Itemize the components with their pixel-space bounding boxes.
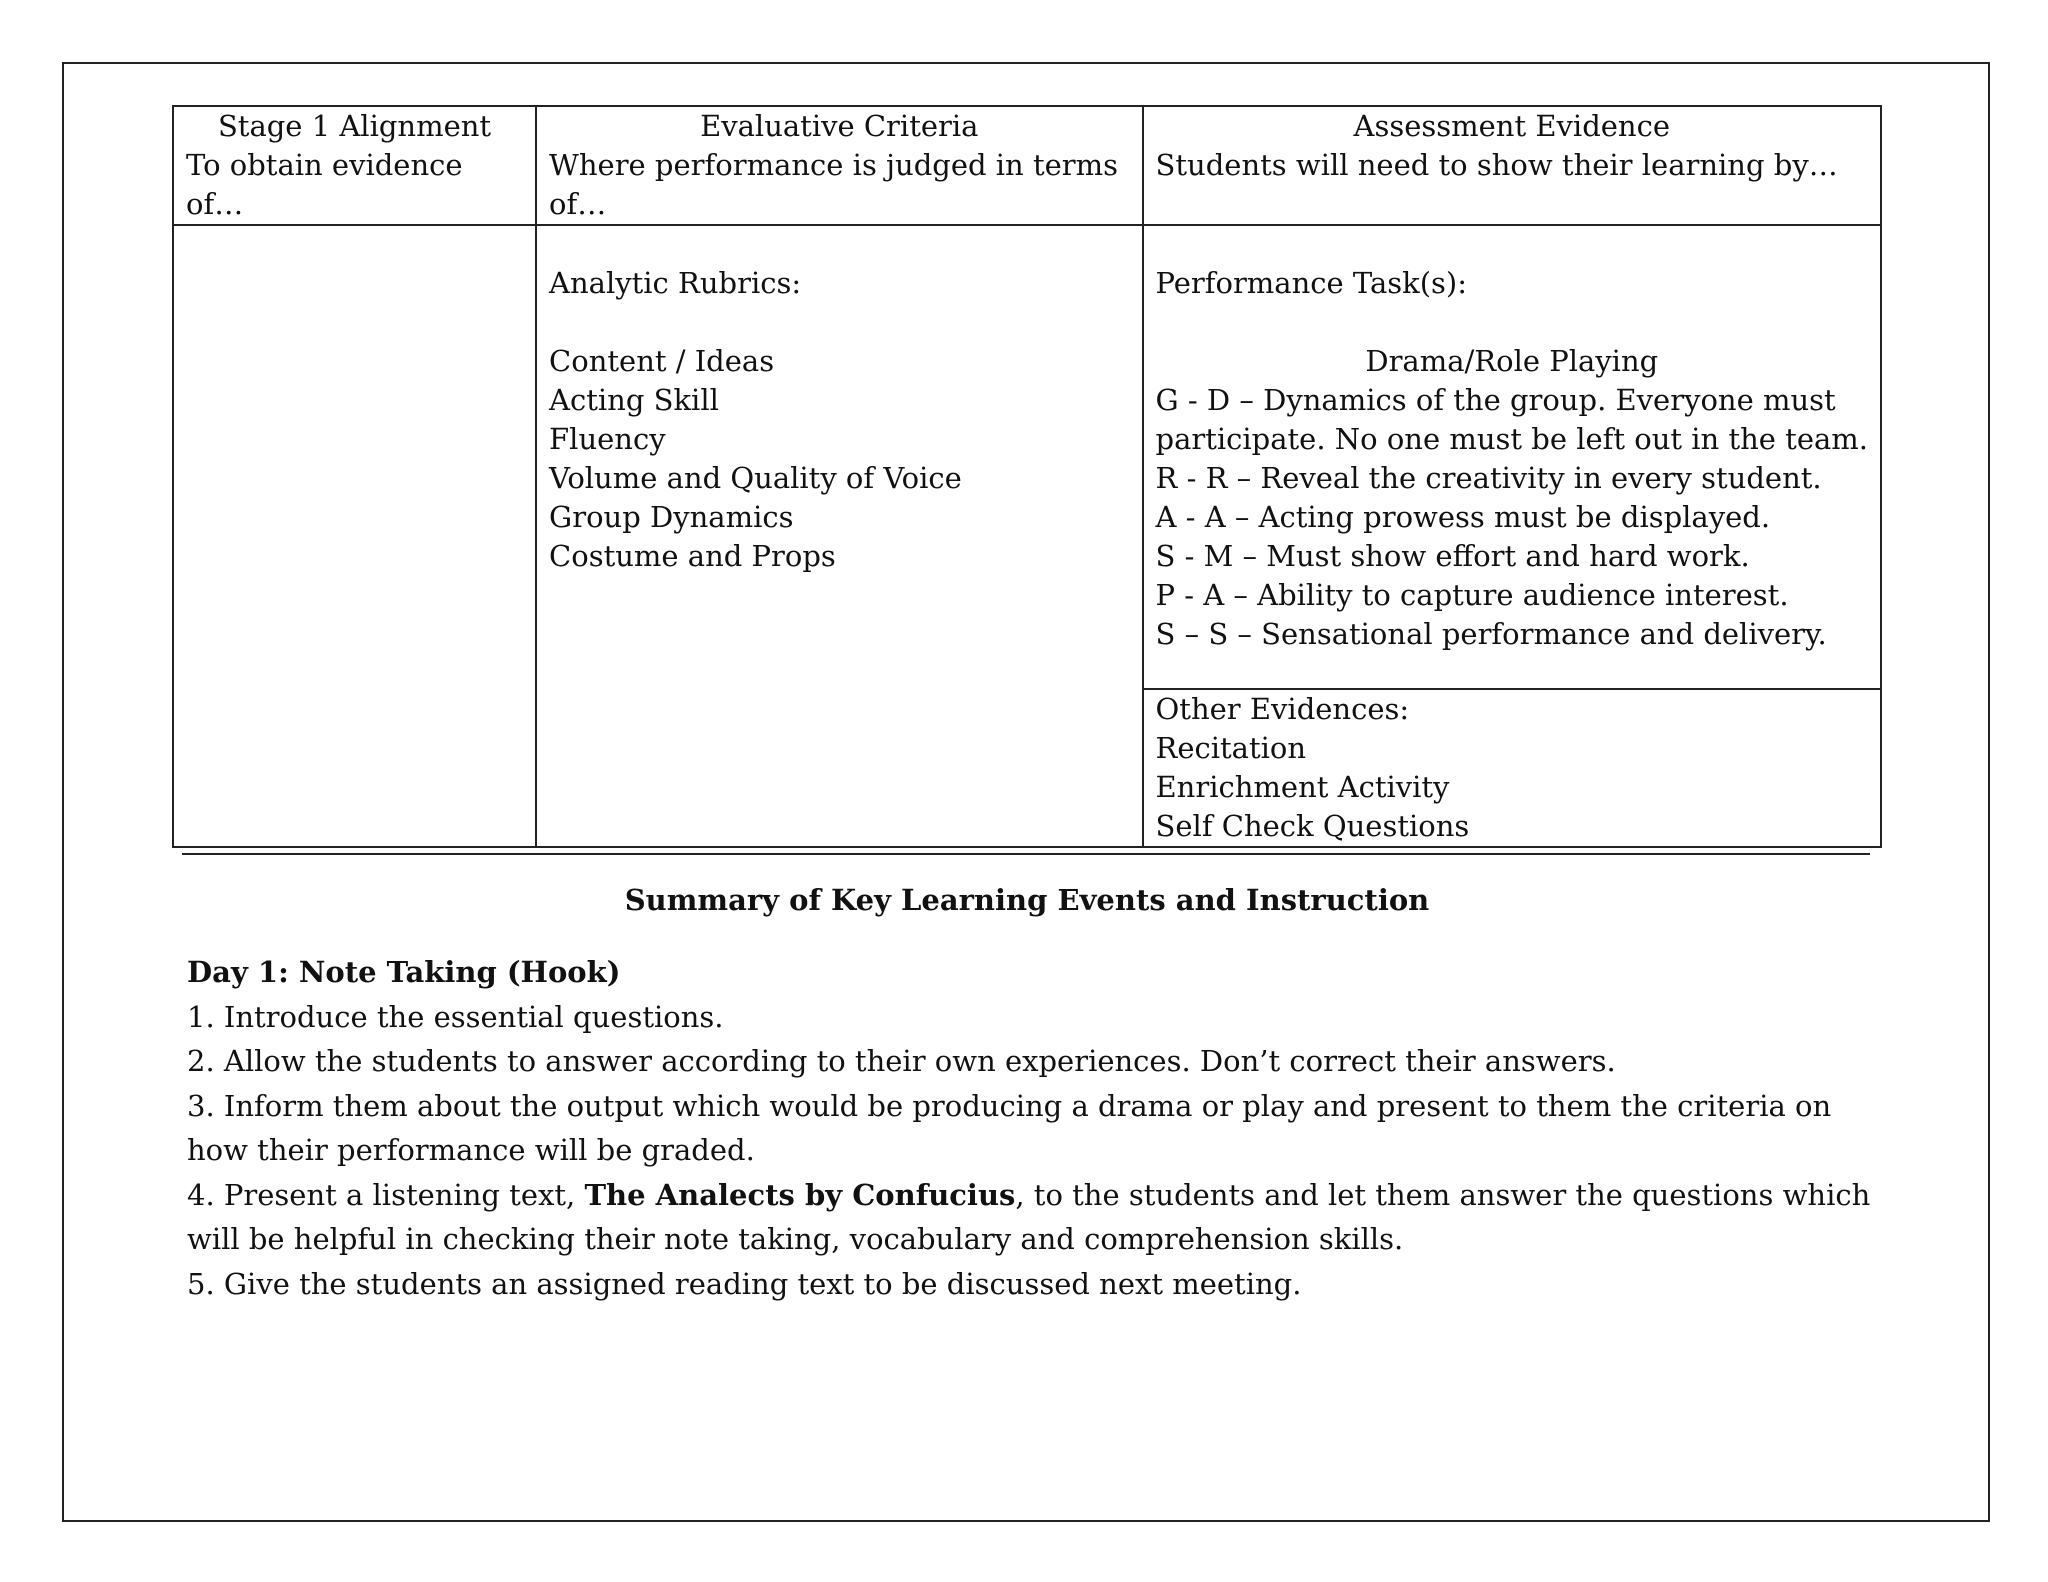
performance-item: S – S – Sensational performance and delivery. [1155,617,1827,651]
performance-heading: Performance Task(s): [1155,266,1468,300]
other-item: Recitation [1155,731,1307,765]
summary-step: 5. Give the students an assigned reading text to be discussed next meeting. [187,1266,1302,1301]
header-stage1-title: Stage 1 Alignment [217,109,492,143]
header-evidence-title: Assessment Evidence [1353,109,1670,143]
criteria-item: Content / Ideas [549,344,775,378]
stage1-cell [173,225,536,847]
header-stage1-subtitle: To obtain evidence of… [186,148,463,221]
performance-item: P - A – Ability to capture audience interest. [1155,578,1789,612]
header-criteria-subtitle: Where performance is judged in terms of… [549,148,1119,221]
criteria-heading: Analytic Rubrics: [549,266,802,300]
performance-item: S - M – Must show effort and hard work. [1155,539,1750,573]
day-heading: Day 1: Note Taking (Hook) [187,955,621,989]
summary-body [187,950,1887,1306]
criteria-item: Volume and Quality of Voice [549,461,962,495]
header-evidence [1143,106,1881,225]
summary-step: 3. Inform them about the output which would be producing a drama or play and present to them the criteria on how their performance will be graded. [187,1088,1832,1167]
summary-title: Summary of Key Learning Events and Instruction [624,883,1430,917]
performance-cell [1143,225,1881,689]
other-item: Enrichment Activity [1155,770,1450,804]
other-evidence-cell [1143,689,1881,847]
header-evidence-subtitle: Students will need to show their learning by… [1155,148,1838,182]
criteria-item: Fluency [549,422,666,456]
performance-subheading: Drama/Role Playing [1365,344,1659,378]
performance-item: participate. No one must be left out in the team. [1155,422,1868,456]
table-body-row [173,225,1881,689]
assessment-table [172,105,1882,848]
criteria-cell [536,225,1142,847]
summary-step [187,1173,1887,1262]
listening-text-title: The Analects by Confucius [584,1177,1016,1212]
header-criteria-title: Evaluative Criteria [700,109,979,143]
header-criteria [536,106,1142,225]
criteria-item: Group Dynamics [549,500,794,534]
section-divider [182,853,1870,855]
other-heading: Other Evidences: [1155,692,1410,726]
step4-prefix: 4. Present a listening text, [187,1177,585,1212]
criteria-item: Costume and Props [549,539,836,573]
summary-step: 1. Introduce the essential questions. [187,999,724,1034]
header-stage1 [173,106,536,225]
summary-step: 2. Allow the students to answer according to their own experiences. Don’t correct their answers. [187,1044,1616,1078]
performance-item: G - D – Dynamics of the group. Everyone must [1155,383,1836,417]
criteria-item: Acting Skill [549,383,719,417]
performance-item: A - A – Acting prowess must be displayed. [1155,500,1771,534]
table-header-row [173,106,1881,225]
step4-suffix: , to the students and let them answer the questions which will be helpful in checking their note taking, vocabulary and comprehension skills. [187,1177,1871,1256]
other-item: Self Check Questions [1155,809,1470,843]
performance-item: R - R – Reveal the creativity in every student. [1155,461,1822,495]
